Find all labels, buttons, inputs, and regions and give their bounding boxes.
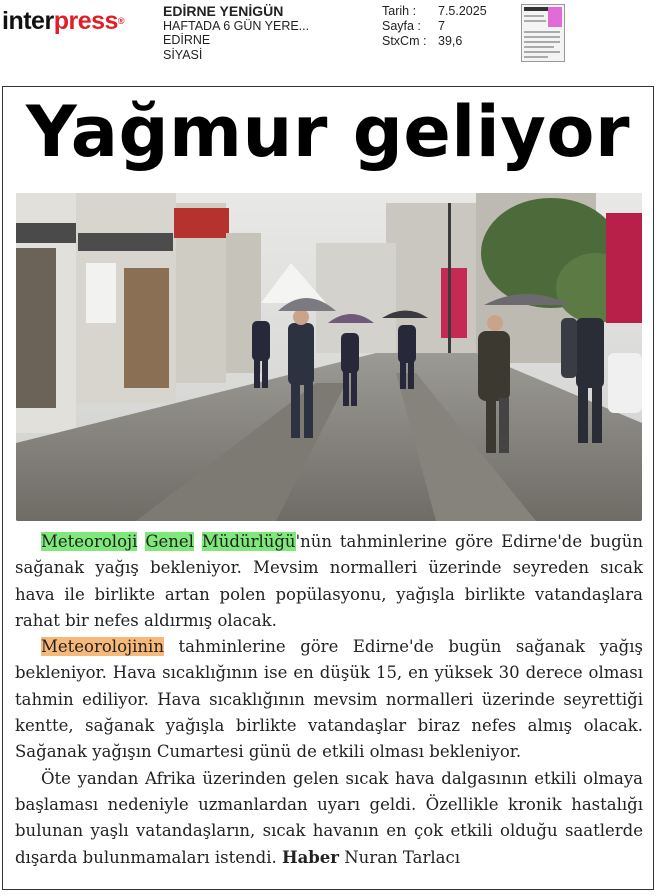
paragraph-1-text: 'nün tahminlerine göre Edirne'de bugün sağanak yağış bekleniyor. Mevsim normalleri üzerinde seyreden sıcak hava ile birlikte artan polen popülasyonu, yağışla birlikte vatandaşlara rahat bir nefes aldırmış olacak.	[15, 532, 643, 630]
meta-value: 7.5.2025	[438, 4, 487, 18]
byline-label: Haber	[281, 847, 339, 867]
clipping-meta	[382, 4, 508, 49]
paragraph-1	[15, 529, 643, 634]
highlight-meteorolojinin: Meteorolojinin	[41, 637, 164, 657]
publication-frequency: HAFTADA 6 GÜN YERE...	[163, 18, 310, 33]
publication-category: SİYASİ	[163, 47, 203, 62]
clipping-header	[0, 0, 660, 78]
article-headline: Yağmur geliyor	[25, 91, 631, 173]
highlight-meteoroloji: Meteoroloji	[41, 532, 138, 551]
meta-row-date	[382, 4, 508, 19]
meta-row-stxcm	[382, 34, 508, 49]
byline-author: Nuran Tarlacı	[339, 847, 460, 867]
highlight-mudurlugu: Müdürlüğü	[201, 532, 296, 551]
meta-row-page	[382, 19, 508, 34]
paragraph-3-text: Öte yandan Afrika üzerinden gelen sıcak hava dalgasının etkili olmaya başlaması nedeniyle uzmanlardan uyarı geldi. Özellikle kronik hastalığı bulunan yaşlı vatandaşların, sıcak havanın en çok etkili olduğu saatlerde dışarda bulunmamaları istendi.	[15, 768, 643, 867]
logo-main-text: inter	[2, 7, 54, 35]
publication-city: EDİRNE	[163, 33, 211, 47]
article-body	[15, 529, 643, 871]
meta-value: 7	[438, 19, 445, 33]
interpress-logo	[2, 6, 124, 36]
paragraph-2	[15, 634, 643, 765]
paragraph-3	[15, 766, 643, 871]
meta-label: StxCm :	[382, 34, 427, 48]
publication-info	[163, 4, 309, 62]
meta-value: 39,6	[438, 34, 463, 48]
publication-name: EDİRNE YENİGÜN	[163, 3, 284, 19]
rainy-street-photo	[16, 193, 642, 521]
paragraph-2-text: tahminlerine göre Edirne'de bugün sağanak yağış bekleniyor. Hava sıcaklığının ise en düşük 15, en yüksek 30 derece olması tahmin ediliyor. Hava sıcaklığının mevsim normalleri üzerinde seyrettiği kentte, sağanak yağışla birlikte vatandaşlar biraz nefes almış olacak. Sağanak yağışın Cumartesi günü de etkili olması bekleniyor.	[15, 637, 643, 762]
meta-label: Sayfa :	[382, 19, 421, 33]
page-thumbnail[interactable]	[521, 4, 565, 62]
article-clipping	[2, 86, 654, 890]
logo-registered-mark: ®	[117, 16, 125, 26]
logo-accent-text: press	[53, 7, 118, 35]
highlight-genel: Genel	[145, 532, 194, 551]
meta-label: Tarih :	[382, 4, 417, 18]
article-photo	[16, 193, 642, 521]
